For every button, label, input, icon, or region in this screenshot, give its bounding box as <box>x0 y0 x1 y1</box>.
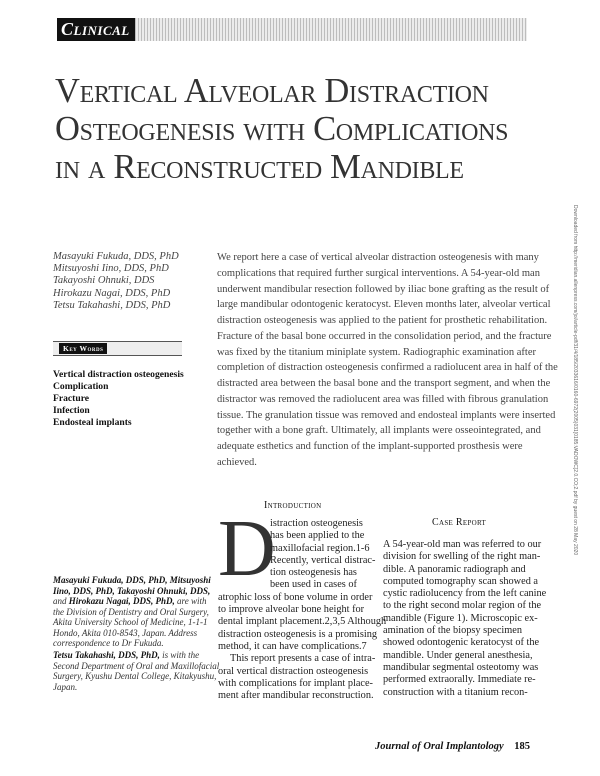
body-line: to the right second molar region of the <box>383 600 542 612</box>
body-line: tion osteogenesis has <box>270 567 357 579</box>
author: Mitsuyoshi Iino, DDS, PhD <box>53 263 169 275</box>
affiliation-text: are with <box>177 596 207 606</box>
author: Masayuki Fukuda, DDS, PhD <box>53 251 179 262</box>
body-line: mandible. Under general anesthesia, <box>383 649 533 661</box>
abstract-line: large mandibular odontogenic keratocyst. Eleven months later, alveolar vertical <box>217 299 551 311</box>
keywords-heading: Key Words <box>59 343 107 354</box>
body-line: istraction osteogenesis <box>270 518 363 529</box>
affiliation-text: correspondence to Dr Fukuda. <box>53 638 164 648</box>
affiliation-text: Second Department of Oral and Maxillofacial <box>53 660 220 671</box>
affiliation-text: Japan. <box>53 681 78 692</box>
body-line: construction with a titanium recon- <box>383 686 528 698</box>
keyword: Complication <box>53 381 109 392</box>
affiliation-names: Hirokazu Nagai, DDS, PhD, <box>68 596 175 606</box>
body-line: This report presents a case of intra- <box>230 653 376 665</box>
affiliation-text: Akita University School of Medicine, 1-1-1 <box>53 617 208 627</box>
body-line: maxillofacial region.1-6 <box>270 542 370 554</box>
journal-name: Journal of Oral Implantology <box>375 741 504 752</box>
keyword: Endosteal implants <box>53 417 132 428</box>
author: Hirokazu Nagai, DDS, PhD <box>53 287 171 299</box>
article-title: Vertical Alveolar Distraction Osteogenesis with Complications in a Reconstructed Mandible <box>55 72 509 186</box>
body-line: computed tomography scan showed a <box>383 575 538 587</box>
abstract-line: Fracture of the basal bone occurred in the consolidation period, and the fracture <box>217 330 552 342</box>
affiliation-text: and <box>53 596 67 606</box>
abstract-line: together with a bone graft. Ultimately, all implants were osseointegrated, and <box>217 425 541 437</box>
body-line: has been applied to the <box>270 530 365 542</box>
keywords-header <box>53 341 182 356</box>
page-number: 185 <box>514 741 531 752</box>
body-line: oral vertical distraction osteogenesis <box>218 665 369 677</box>
body-line: to improve alveolar bone height for <box>218 604 365 616</box>
abstract-line: was fixed by the titanium miniplate system. Radiographic examination after <box>217 346 536 358</box>
body-line: dental implant placement.2,3,5 Although <box>218 616 387 628</box>
abstract-line: distracted area between the basal bone and the transport segment, and when the <box>217 378 551 389</box>
body-line: distraction osteogenesis is a promising <box>218 628 378 640</box>
introduction-heading: Introduction <box>264 500 322 511</box>
body-line: method, it can have complications.7 <box>218 640 367 652</box>
abstract-line: achieved. <box>217 456 257 468</box>
body-line: mandible (Figure 1). Microscopic ex- <box>383 612 538 624</box>
body-line: ment after mandibular reconstruction. <box>218 690 374 702</box>
body-line: been used in cases of <box>270 579 357 591</box>
abstract-line: distraction osteogenesis was applied to the patient for prosthetic rehabilitation. <box>217 315 548 326</box>
keywords-list <box>53 369 184 429</box>
affiliation-names: Masayuki Fukuda, DDS, PhD, Mitsuyoshi <box>53 575 211 585</box>
body-line: performed extraorally. Immediate re- <box>383 674 536 686</box>
keyword: Infection <box>53 405 90 416</box>
introduction-body <box>218 518 387 702</box>
keyword: Vertical distraction osteogenesis <box>53 369 184 380</box>
body-line: with complications for implant place- <box>218 677 373 689</box>
body-line: A 54-year-old man was referred to our <box>383 539 542 550</box>
abstract-line: adequate esthetics and function of the implant-supported prosthesis were <box>217 441 523 452</box>
body-line: cystic radiolucency from the left canine <box>383 588 547 600</box>
body-line: mandibular segmental osteotomy was <box>383 661 539 673</box>
abstract-line: completion of distraction osteogenesis confirmed a radiolucent area in half of the <box>217 362 558 374</box>
affiliation-note <box>53 650 220 692</box>
affiliation-text: Hondo, Akita 010-8543, Japan. Address <box>53 627 198 638</box>
download-side-note <box>568 205 578 565</box>
download-note-text: Downloaded from http://meridian.allenpress.com/joi/article-pdf/31/4/185/2033616/0160-6972(2005)031[0185:VADOWC]2.0.CO;2.pdf by guest on 28 May 2020 <box>572 205 578 556</box>
affiliation-note <box>53 575 217 649</box>
body-line: dible. A panoramic radiograph and <box>383 563 526 575</box>
affiliation-text: is with the <box>162 650 200 660</box>
abstract-line: distractor was removed the radiolucent area was filled with fibrous granulation <box>217 393 549 405</box>
case-report-body <box>383 539 547 699</box>
section-banner <box>57 18 527 41</box>
affiliation-names: Tetsu Takahashi, DDS, PhD, <box>53 650 160 660</box>
abstract-line: We report here a case of vertical alveolar distraction osteogenesis with many <box>217 252 539 263</box>
author: Tetsu Takahashi, DDS, PhD <box>53 299 171 311</box>
abstract-line: underwent mandibular resection followed by iliac bone grafting as the result of <box>217 283 550 295</box>
page-footer <box>375 741 530 752</box>
body-line: showed odontogenic keratocyst of the <box>383 637 540 649</box>
affiliation-text: the Division of Dentistry and Oral Surgery, <box>53 606 209 617</box>
abstract-line: tissue. The granulation tissue was removed and endosteal implants were inserted <box>217 409 556 421</box>
body-line: atrophic loss of bone volume in order <box>218 591 373 603</box>
author: Takayoshi Ohnuki, DDS <box>53 275 155 287</box>
author-list <box>53 251 213 312</box>
body-line: Recently, vertical distrac- <box>270 554 376 566</box>
section-label: Clinical <box>57 18 135 41</box>
affiliation-names: Iino, DDS, PhD, Takayoshi Ohnuki, DDS, <box>53 585 211 596</box>
abstract-line: complications that required further surgical interventions. A 54-year-old man <box>217 267 540 279</box>
case-report-heading: Case Report <box>432 517 487 528</box>
body-line: division for swelling of the right man- <box>383 551 541 563</box>
abstract <box>217 250 558 471</box>
drop-cap: D <box>218 505 276 593</box>
affiliation-text: Surgery, Kyushu Dental College, Kitakyushu, <box>53 671 217 681</box>
body-line: amination of the biopsy specimen <box>383 625 522 637</box>
keyword: Fracture <box>53 393 90 404</box>
